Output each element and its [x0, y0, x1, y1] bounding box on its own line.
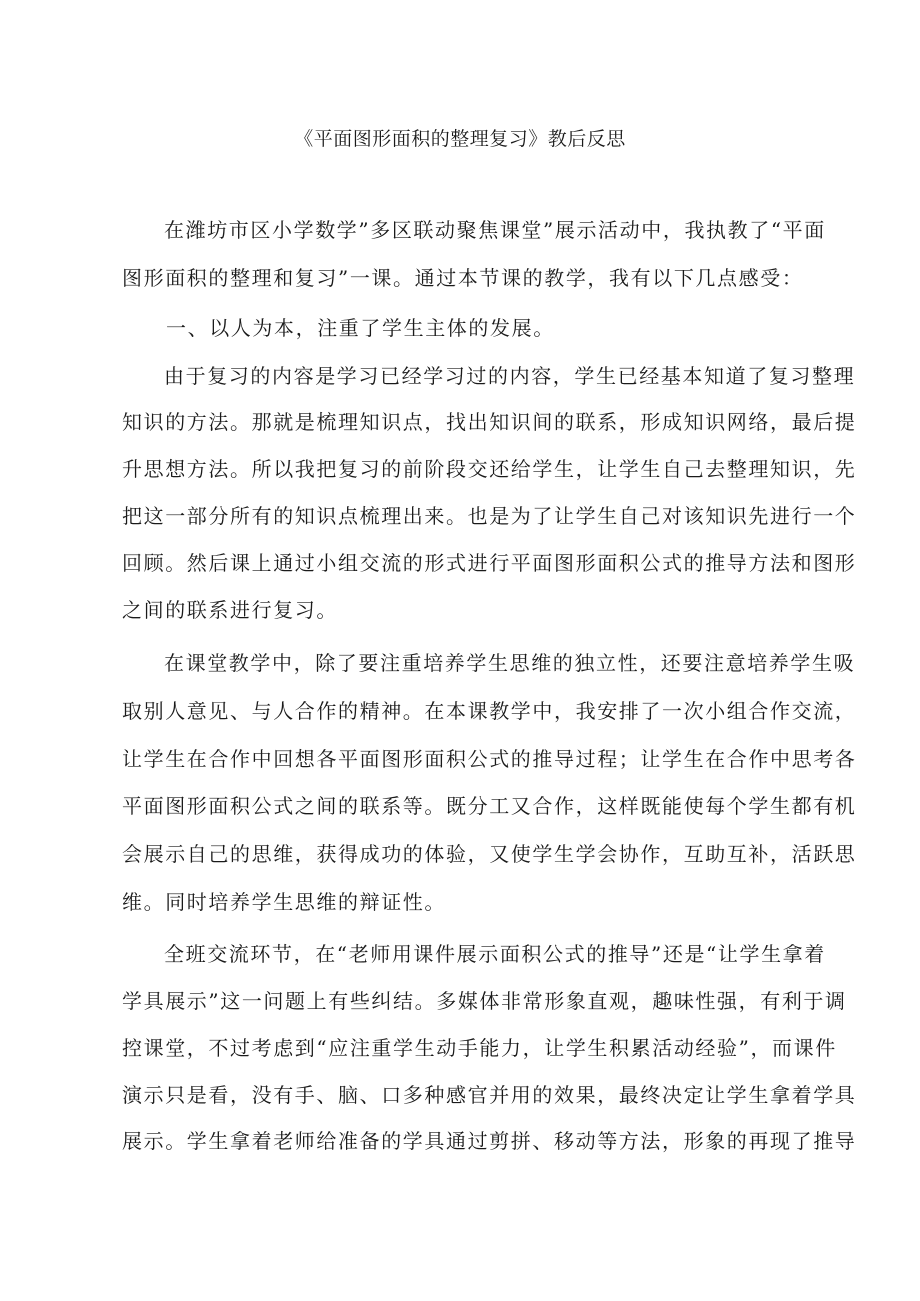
- paragraph-line: 展示。学生拿着老师给准备的学具通过剪拼、移动等方法，形象的再现了推导: [122, 1129, 857, 1153]
- paragraph-line: 之间的联系进行复习。: [122, 598, 338, 622]
- paragraph-line: 学具展示”这一问题上有些纠结。多媒体非常形象直观，趣味性强，有利于调: [122, 989, 847, 1013]
- paragraph-line: 取别人意见、与人合作的精神。在本课教学中，我安排了一次小组合作交流，: [122, 699, 857, 723]
- paragraph-line: 知识的方法。那就是梳理知识点，找出知识间的联系，形成知识网络，最后提: [122, 410, 857, 434]
- paragraph-line: 在课堂教学中，除了要注重培养学生思维的独立性，还要注意培养学生吸: [164, 651, 856, 675]
- paragraph-line: 全班交流环节，在“老师用课件展示面积公式的推导”还是“让学生拿着: [164, 942, 826, 966]
- paragraph-line: 让学生在合作中回想各平面图形面积公式的推导过程；让学生在合作中思考各: [122, 747, 857, 771]
- paragraph-line: 在潍坊市区小学数学”多区联动聚焦课堂”展示活动中，我执教了“平面: [164, 218, 826, 242]
- document-title: 《平面图形面积的整理复习》教后反思: [294, 128, 626, 150]
- paragraph-line: 升思想方法。所以我把复习的前阶段交还给学生，让学生自己去整理知识，先: [122, 457, 857, 481]
- paragraph-line: 控课堂，不过考虑到“应注重学生动手能力，让学生积累活动经验”，而课件: [122, 1036, 837, 1060]
- paragraph-line: 图形面积的整理和复习”一课。通过本节课的教学，我有以下几点感受：: [122, 266, 804, 290]
- paragraph-line: 维。同时培养学生思维的辩证性。: [122, 890, 446, 914]
- section-heading: 一、以人为本，注重了学生主体的发展。: [166, 316, 555, 340]
- paragraph-line: 演示只是看，没有手、脑、口多种感官并用的效果，最终决定让学生拿着学具: [122, 1083, 857, 1107]
- paragraph-line: 把这一部分所有的知识点梳理出来。也是为了让学生自己对该知识先进行一个: [122, 504, 857, 528]
- paragraph-line: 由于复习的内容是学习已经学习过的内容，学生已经基本知道了复习整理: [164, 364, 856, 388]
- paragraph-line: 回顾。然后课上通过小组交流的形式进行平面图形面积公式的推导方法和图形: [122, 551, 857, 575]
- paragraph-line: 会展示自己的思维，获得成功的体验，又使学生学会协作，互助互补，活跃思: [122, 842, 857, 866]
- paragraph-line: 平面图形面积公式之间的联系等。既分工又合作，这样既能使每个学生都有机: [122, 794, 857, 818]
